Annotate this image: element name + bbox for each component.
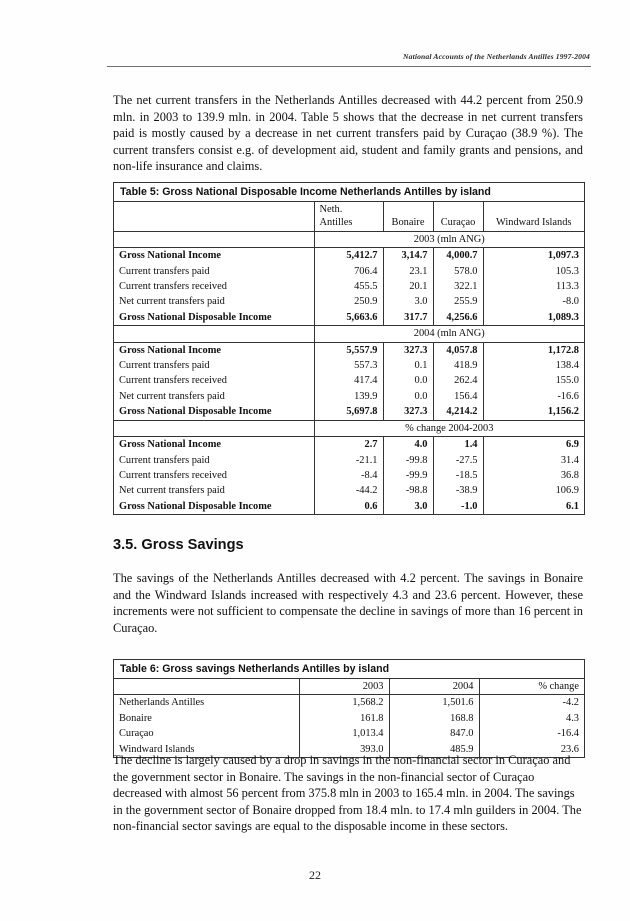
table-5-cell: 106.9 [483,483,584,498]
table-5-grid [114,202,584,514]
table-5-col-windward: Windward Islands [483,202,584,231]
table-5-cell: 138.4 [483,358,584,373]
table-5-cell: -8.4 [314,468,383,483]
table-row [114,453,584,468]
paragraph-savings-intro: The savings of the Netherlands Antilles decreased with 4.2 percent. The savings in Bonaire and the Windward Islands increased with respectively 4.3 and 23.6 percent. However, these increments were not sufficient to compensate the decline in savings of more than 16 percent in Curaçao. [113,571,583,635]
table-6-cell-2003: 1,013.4 [299,726,389,741]
table-6-cell-2004: 1,501.6 [389,695,479,711]
table-row [114,279,584,294]
table-row [114,695,584,711]
table-6 [113,659,585,758]
table-5 [113,182,585,515]
table-6-col-change: % change [479,679,584,695]
paragraph-savings-detail: The decline is largely caused by a drop in savings in the non-financial sector in Curaçao and the government sector in Bonaire. The savings in the non-financial sector of Curaçao decreased with almost 56 percent from 375.8 mln in 2003 to 165.4 mln. in 2004. The savings in the government sector of Bonaire dropped from 18.4 mln. to 17.4 mln guilders in 2004. The non-financial sector savings are equal to the disposable income in these sectors. [113,753,582,834]
table-5-cell: 250.9 [314,294,383,309]
table-6-cell-change: -4.2 [479,695,584,711]
table-5-cell: -44.2 [314,483,383,498]
table-5-cell: -8.0 [483,294,584,309]
table-5-cell: -18.5 [433,468,483,483]
table-5-cell: 327.3 [383,404,433,420]
header-divider-rule [107,66,591,67]
table-5-cell: 418.9 [433,358,483,373]
table-5-period-row [114,231,584,247]
table-5-col-bonaire: Bonaire [383,202,433,231]
table-row [114,404,584,420]
table-5-cell: -16.6 [483,389,584,404]
table-5-row-label: Gross National Income [114,248,314,264]
table-5-row-label: Net current transfers paid [119,390,225,402]
table-5-cell: -99.9 [383,468,433,483]
table-5-cell: 262.4 [433,373,483,388]
table-5-cell: 5,557.9 [314,342,383,358]
table-row [114,358,584,373]
table-5-period-label: 2003 (mln ANG) [314,231,584,247]
table-5-cell: 4,000.7 [433,248,483,264]
table-5-header-row [114,202,584,231]
table-5-cell: 139.9 [314,389,383,404]
table-5-row-label: Gross National Income [114,342,314,358]
table-5-cell: 5,412.7 [314,248,383,264]
page-number: 22 [309,868,321,882]
table-5-cell: -98.8 [383,483,433,498]
table-5-cell: 706.4 [314,264,383,279]
table-6-cell-2003: 393.0 [299,742,389,757]
table-5-title: Table 5: Gross National Disposable Income Netherlands Antilles by island [114,183,584,202]
table-row [114,389,584,404]
table-5-cell: 113.3 [483,279,584,294]
table-6-cell-change: 4.3 [479,711,584,726]
table-5-cell: 317.7 [383,310,433,326]
table-6-title: Table 6: Gross savings Netherlands Antilles by island [114,660,584,679]
table-5-cell: 3.0 [383,294,433,309]
table-5-col-neth-antilles: Neth. Antilles [314,202,383,231]
table-row [114,294,584,309]
table-5-cell: 1.4 [433,437,483,453]
table-row [114,499,584,514]
table-5-cell: 0.0 [383,373,433,388]
table-5-cell: 36.8 [483,468,584,483]
table-5-period-label: 2004 (mln ANG) [314,326,584,342]
table-5-cell: 6.1 [483,499,584,514]
table-5-row-label: Current transfers paid [119,265,210,277]
table-row [114,310,584,326]
table-5-row-label: Gross National Disposable Income [119,500,272,512]
table-5-cell: 5,697.8 [314,404,383,420]
table-5-cell: 322.1 [433,279,483,294]
table-5-cell: 3,14.7 [383,248,433,264]
table-5-cell: 417.4 [314,373,383,388]
table-5-cell: 105.3 [483,264,584,279]
table-6-header-row [114,679,584,695]
table-5-cell: 1,156.2 [483,404,584,420]
table-5-cell: 455.5 [314,279,383,294]
table-5-cell: 1,097.3 [483,248,584,264]
table-5-cell: 3.0 [383,499,433,514]
table-5-cell: 156.4 [433,389,483,404]
table-6-row-label: Bonaire [119,712,152,724]
table-5-corner-cell [114,202,314,231]
table-5-period-spacer [114,326,314,342]
table-5-row-label: Net current transfers paid [119,296,225,308]
table-5-row-label: Net current transfers paid [119,485,225,497]
table-row [114,373,584,388]
table-row [114,342,584,358]
table-5-cell: 4.0 [383,437,433,453]
table-5-cell: -21.1 [314,453,383,468]
table-5-cell: 0.6 [314,499,383,514]
table-6-col-2004: 2004 [389,679,479,695]
table-5-period-row [114,420,584,436]
table-5-cell: 20.1 [383,279,433,294]
table-5-period-spacer [114,420,314,436]
table-6-corner-cell [114,679,299,695]
table-5-period-label: % change 2004-2003 [314,420,584,436]
table-6-cell-change: -16.4 [479,726,584,741]
table-5-cell: -27.5 [433,453,483,468]
table-row [114,248,584,264]
table-5-cell: -99.8 [383,453,433,468]
table-row [114,726,584,741]
table-5-period-row [114,326,584,342]
table-5-cell: 155.0 [483,373,584,388]
table-6-row-label: Netherlands Antilles [114,695,299,711]
table-row [114,483,584,498]
table-5-cell: 557.3 [314,358,383,373]
table-5-row-label: Current transfers received [119,375,227,387]
table-row [114,264,584,279]
table-5-row-label: Gross National Disposable Income [119,311,272,323]
table-5-period-spacer [114,231,314,247]
table-5-cell: -38.9 [433,483,483,498]
table-5-cell: 6.9 [483,437,584,453]
section-heading-gross-savings: 3.5. Gross Savings [113,537,244,553]
table-6-cell-2003: 161.8 [299,711,389,726]
table-6-cell-2004: 168.8 [389,711,479,726]
table-5-cell: 31.4 [483,453,584,468]
table-5-cell: 327.3 [383,342,433,358]
table-5-row-label: Gross National Income [114,437,314,453]
table-5-cell: 23.1 [383,264,433,279]
table-5-cell: 1,089.3 [483,310,584,326]
table-5-cell: -1.0 [433,499,483,514]
table-5-cell: 5,663.6 [314,310,383,326]
table-5-cell: 2.7 [314,437,383,453]
table-row [114,711,584,726]
table-5-cell: 4,214.2 [433,404,483,420]
table-5-cell: 0.0 [383,389,433,404]
paragraph-net-current-transfers: The net current transfers in the Netherlands Antilles decreased with 44.2 percent from 250.9 mln. in 2003 to 139.9 mln. in 2004. Table 5 shows that the decrease in net current transfers paid is mostly caused by a decrease in net current transfers paid by Curaçao (38.9 %). The current transfers consist e.g. of development aid, student and family grants and pensions, and non-life insurance and claims. [113,93,583,174]
table-5-cell: 0.1 [383,358,433,373]
table-6-grid [114,679,584,757]
table-6-cell-change: 23.6 [479,742,584,757]
table-5-cell: 578.0 [433,264,483,279]
table-5-row-label: Current transfers paid [119,454,210,466]
table-6-cell-2004: 485.9 [389,742,479,757]
table-5-row-label: Gross National Disposable Income [119,406,272,418]
table-row [114,468,584,483]
table-6-cell-2003: 1,568.2 [299,695,389,711]
table-5-row-label: Current transfers received [119,281,227,293]
table-6-col-2003: 2003 [299,679,389,695]
table-5-cell: 1,172.8 [483,342,584,358]
table-row [114,437,584,453]
table-5-row-label: Current transfers received [119,469,227,481]
table-5-cell: 255.9 [433,294,483,309]
table-5-row-label: Current transfers paid [119,360,210,372]
table-6-row-label: Curaçao [119,728,154,740]
running-head: National Accounts of the Netherlands Antilles 1997-2004 [403,52,590,61]
table-6-cell-2004: 847.0 [389,726,479,741]
table-5-cell: 4,057.8 [433,342,483,358]
table-5-col-curacao: Curaçao [433,202,483,231]
table-6-row-label: Windward Islands [119,743,195,755]
table-5-cell: 4,256.6 [433,310,483,326]
